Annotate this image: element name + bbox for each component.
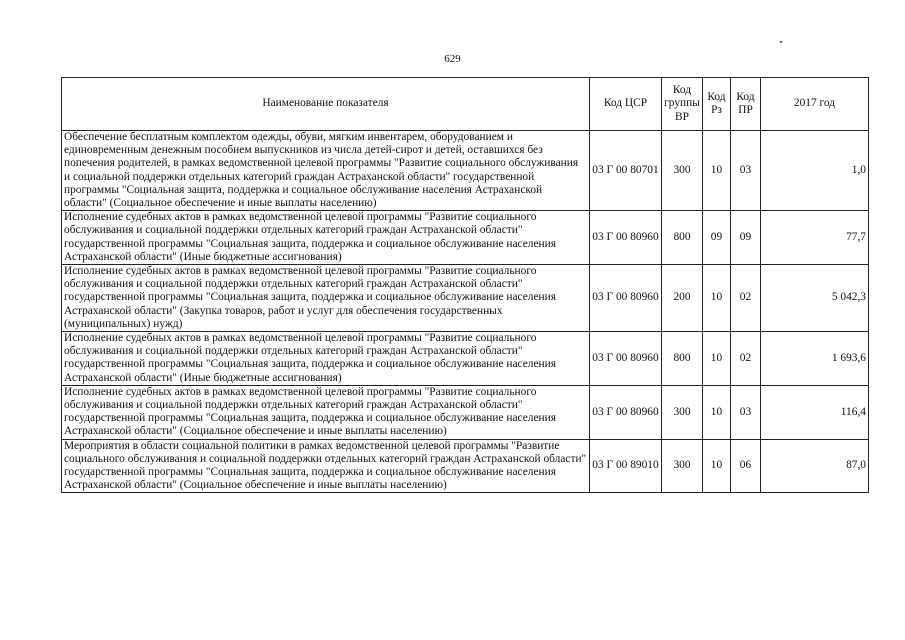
cell-amount-2017: 1 693,6 (761, 332, 869, 386)
table-row (62, 211, 869, 265)
header-vr: Код группы ВР (662, 78, 703, 131)
cell-name: Исполнение судебных актов в рамках ведомственной целевой программы "Развитие социального обслуживания и социальной поддержки отдельных категорий граждан Астраханской области" государственной программы "Социальная защита, поддержка и социальное обслуживание населения Астраханской области" (Закупка товаров, работ и услуг для обеспечения государственных (муниципальных) нужд) (62, 265, 590, 332)
cell-rz-code: 10 (703, 131, 731, 211)
table-row (62, 439, 869, 493)
table-row (62, 265, 869, 332)
budget-table (61, 77, 869, 493)
cell-rz-code: 10 (703, 265, 731, 332)
cell-pr-code: 09 (731, 211, 761, 265)
cell-name: Исполнение судебных актов в рамках ведомственной целевой программы "Развитие социального обслуживания и социальной поддержки отдельных категорий граждан Астраханской области" государственной программы "Социальная защита, поддержка и социальное обслуживание населения Астраханской области" (Иные бюджетные ассигнования) (62, 211, 590, 265)
table-row (62, 332, 869, 386)
table-row (62, 385, 869, 439)
cell-csr-code: 03 Г 00 80701 (590, 131, 662, 211)
header-year: 2017 год (761, 78, 869, 131)
header-name: Наименование показателя (62, 78, 590, 131)
cell-pr-code: 02 (731, 265, 761, 332)
cell-pr-code: 03 (731, 131, 761, 211)
scan-speck (780, 41, 782, 43)
cell-amount-2017: 1,0 (761, 131, 869, 211)
table-header-row (62, 78, 869, 131)
cell-vr-code: 300 (662, 131, 703, 211)
cell-csr-code: 03 Г 00 80960 (590, 332, 662, 386)
table-body (62, 131, 869, 493)
cell-amount-2017: 5 042,3 (761, 265, 869, 332)
cell-rz-code: 09 (703, 211, 731, 265)
cell-csr-code: 03 Г 00 80960 (590, 385, 662, 439)
cell-pr-code: 02 (731, 332, 761, 386)
cell-rz-code: 10 (703, 385, 731, 439)
cell-pr-code: 03 (731, 385, 761, 439)
cell-amount-2017: 77,7 (761, 211, 869, 265)
cell-amount-2017: 116,4 (761, 385, 869, 439)
header-pr: Код ПР (731, 78, 761, 131)
header-csr: Код ЦСР (590, 78, 662, 131)
page-number: 629 (444, 53, 461, 65)
cell-vr-code: 200 (662, 265, 703, 332)
cell-vr-code: 800 (662, 332, 703, 386)
cell-csr-code: 03 Г 00 80960 (590, 265, 662, 332)
cell-pr-code: 06 (731, 439, 761, 493)
header-rz: Код Рз (703, 78, 731, 131)
table-row (62, 131, 869, 211)
cell-vr-code: 800 (662, 211, 703, 265)
cell-name: Обеспечение бесплатным комплектом одежды, обуви, мягким инвентарем, оборудованием и единовременным денежным пособием выпускников из числа детей-сирот и детей, оставшихся без попечения родителей, в рамках ведомственной целевой программы "Развитие социального обслуживания и социальной поддержки отдельных категорий граждан Астраханской области" государственной программы "Социальная защита, поддержка и социальное обслуживание населения Астраханской области" (Социальное обеспечение и иные выплаты населению) (62, 131, 590, 211)
cell-csr-code: 03 Г 00 80960 (590, 211, 662, 265)
cell-rz-code: 10 (703, 439, 731, 493)
cell-rz-code: 10 (703, 332, 731, 386)
cell-vr-code: 300 (662, 439, 703, 493)
cell-name: Исполнение судебных актов в рамках ведомственной целевой программы "Развитие социального обслуживания и социальной поддержки отдельных категорий граждан Астраханской области" государственной программы "Социальная защита, поддержка и социальное обслуживание населения Астраханской области" (Иные бюджетные ассигнования) (62, 332, 590, 386)
cell-csr-code: 03 Г 00 89010 (590, 439, 662, 493)
cell-vr-code: 300 (662, 385, 703, 439)
cell-amount-2017: 87,0 (761, 439, 869, 493)
cell-name: Мероприятия в области социальной политики в рамках ведомственной целевой программы "Развитие социального обслуживания и социальной поддержки отдельных категорий граждан Астраханской области" государственной программы "Социальная защита, поддержка и социальное обслуживание населения Астраханской области" (Социальное обеспечение и иные выплаты населению) (62, 439, 590, 493)
cell-name: Исполнение судебных актов в рамках ведомственной целевой программы "Развитие социального обслуживания и социальной поддержки отдельных категорий граждан Астраханской области" государственной программы "Социальная защита, поддержка и социальное обслуживание населения Астраханской области" (Социальное обеспечение и иные выплаты населению) (62, 385, 590, 439)
